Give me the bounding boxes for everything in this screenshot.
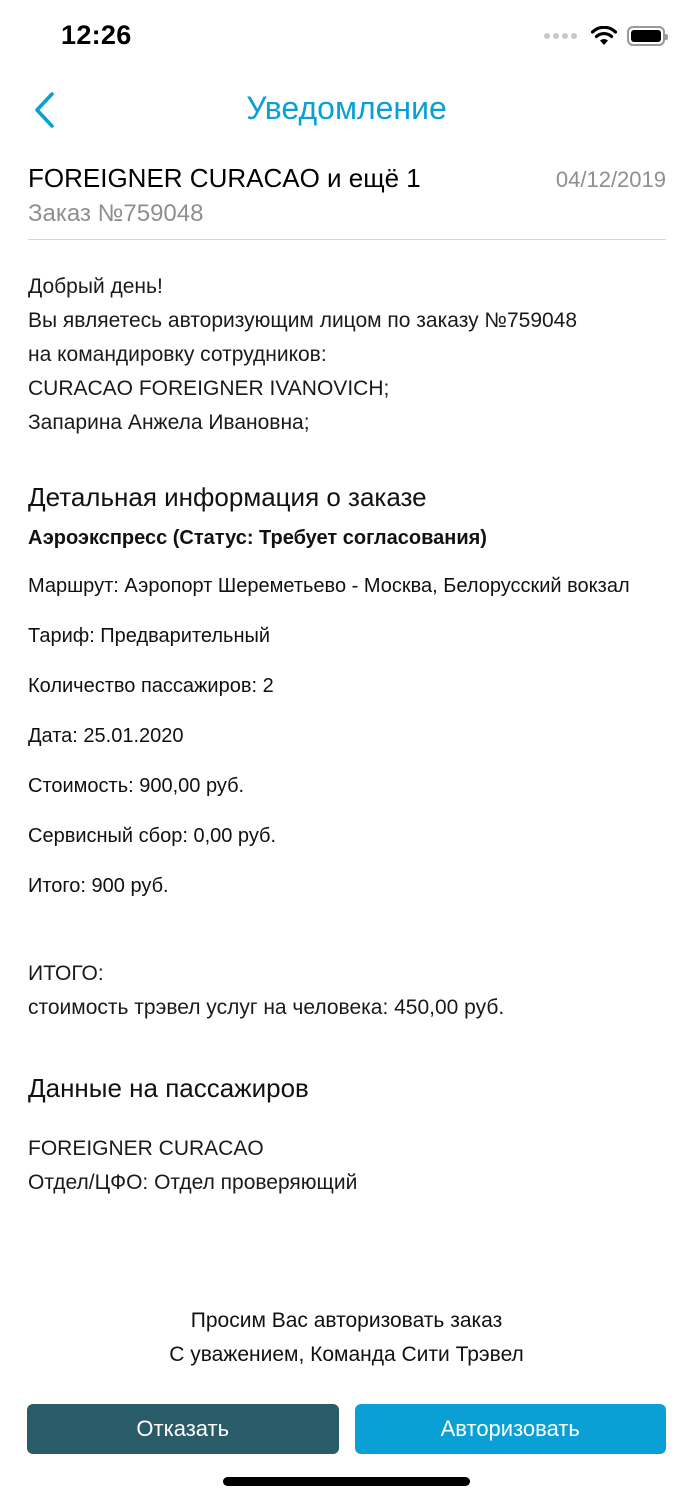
passengers-section-title: Данные на пассажиров xyxy=(28,1073,309,1103)
header-divider xyxy=(28,239,666,240)
status-bar xyxy=(0,0,693,80)
detail-passenger-count: Количество пассажиров: 2 xyxy=(28,675,274,697)
notification-title: FOREIGNER CURACAO и ещё 1 xyxy=(28,163,421,193)
notification-header xyxy=(28,163,666,228)
action-buttons xyxy=(27,1404,666,1454)
employee-name: Запарина Анжела Ивановна; xyxy=(28,411,310,434)
totals xyxy=(28,957,668,1025)
intro-text xyxy=(28,270,668,440)
signature: С уважением, Команда Сити Трэвел xyxy=(169,1343,524,1366)
details-section-title: Детальная информация о заказе xyxy=(28,482,427,512)
detail-service-fee: Сервисный сбор: 0,00 руб. xyxy=(28,825,277,847)
detail-date: Дата: 25.01.2020 xyxy=(28,725,184,747)
notification-date: 04/12/2019 xyxy=(555,167,666,192)
decline-button[interactable]: Отказать xyxy=(27,1404,339,1454)
employee-name: CURACAO FOREIGNER IVANOVICH; xyxy=(28,377,390,400)
detail-total: Итого: 900 руб. xyxy=(28,875,169,897)
detail-route: Маршрут: Аэропорт Шереметьево - Москва, Белорусский вокзал xyxy=(28,575,630,597)
home-indicator[interactable] xyxy=(223,1477,470,1486)
passenger-department: Отдел/ЦФО: Отдел проверяющий xyxy=(28,1171,358,1194)
notification-body xyxy=(28,270,668,1200)
intro-line: на командировку сотрудников: xyxy=(28,343,327,366)
status-time: 12:26 xyxy=(61,20,132,50)
status-icons xyxy=(544,26,665,46)
authorization-request: Просим Вас авторизовать заказ xyxy=(190,1309,503,1332)
footer-text xyxy=(0,1304,693,1372)
service-title: Аэроэкспресс (Статус: Требует согласования) xyxy=(28,527,487,549)
authorize-button[interactable]: Авторизовать xyxy=(355,1404,667,1454)
detail-tariff: Тариф: Предварительный xyxy=(28,625,271,647)
battery-icon xyxy=(627,26,665,46)
passenger-name: FOREIGNER CURACAO xyxy=(28,1137,264,1160)
order-number: Заказ №759048 xyxy=(28,200,204,227)
wifi-icon xyxy=(591,26,617,46)
intro-line: Вы являетесь авторизующим лицом по заказу №759048 xyxy=(28,309,578,332)
nav-bar xyxy=(0,80,693,140)
totals-label: ИТОГО: xyxy=(28,962,104,985)
greeting: Добрый день! xyxy=(28,275,163,298)
signal-dots-icon xyxy=(544,33,577,39)
page-title: Уведомление xyxy=(246,90,447,126)
detail-cost: Стоимость: 900,00 руб. xyxy=(28,775,245,797)
passenger-item xyxy=(28,1132,668,1200)
totals-per-person: стоимость трэвел услуг на человека: 450,00 руб. xyxy=(28,996,505,1019)
